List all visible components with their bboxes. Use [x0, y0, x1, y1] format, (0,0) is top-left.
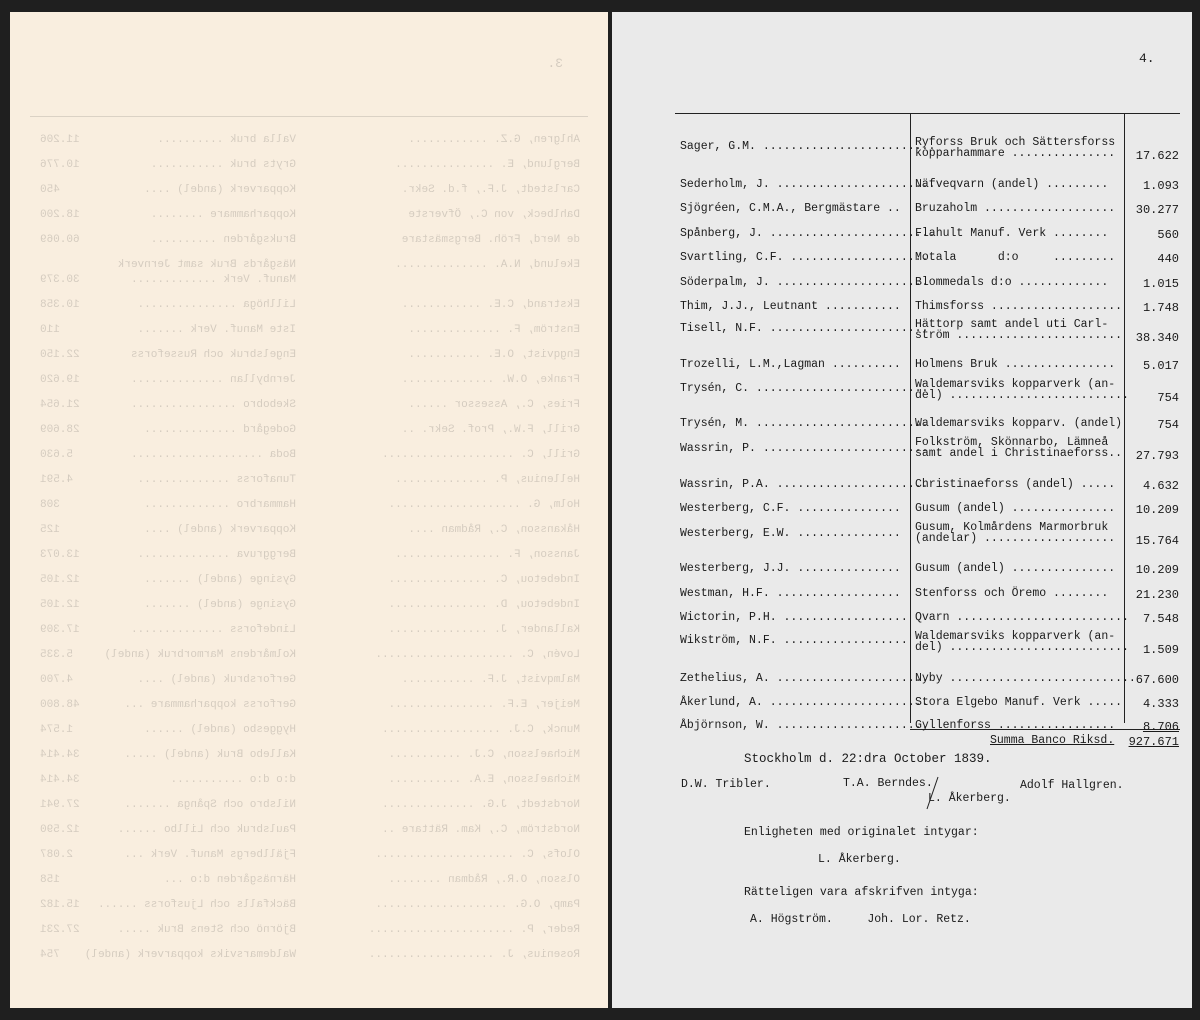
amount-value: 67.600	[1135, 673, 1179, 687]
amount-value: 27.793	[1135, 449, 1179, 463]
works-name: ström ........................	[915, 329, 1123, 342]
owner-name: Thim, J.J., Leutnant ...........	[680, 300, 901, 313]
ledger-table	[675, 113, 1180, 747]
works-name: Thimsforss ...................	[915, 300, 1123, 313]
works-name: Gusum (andel) ...............	[915, 562, 1116, 575]
owner-name: Sager, G.M. .........................	[680, 140, 936, 153]
works-name: Nyby ...........................	[915, 672, 1136, 685]
amount-value: 17.622	[1135, 149, 1179, 163]
works-name: Bruzaholm ...................	[915, 202, 1116, 215]
works-name: Waldemarsviks kopparverk (an-	[915, 630, 1116, 643]
left-page-bleed-through	[10, 12, 608, 1008]
amount-value: 4.632	[1142, 479, 1179, 493]
works-name: del) ..........................	[915, 389, 1129, 402]
attest-1-text: Enligheten med originalet intygar:	[744, 826, 979, 839]
amount-value: 1.509	[1142, 643, 1179, 657]
amount-value: 10.209	[1135, 503, 1179, 517]
place-date: Stockholm d. 22:dra October 1839.	[744, 752, 992, 766]
owner-name: Westman, H.F. ..................	[680, 587, 901, 600]
amount-value: 15.764	[1135, 534, 1179, 548]
amount-value: 560	[1157, 228, 1179, 242]
works-name: Folkström, Skönnarbo, Lämneå	[915, 436, 1109, 449]
signer-hallgren: Adolf Hallgren.	[1020, 779, 1124, 792]
works-name: Gusum (andel) ...............	[915, 502, 1116, 515]
table-top-rule	[675, 113, 1180, 114]
works-name: Gyllenforss .................	[915, 719, 1116, 732]
amount-value: 38.340	[1135, 331, 1179, 345]
works-name: Näfveqvarn (andel) .........	[915, 178, 1109, 191]
owner-name: Trozelli, L.M.,Lagman ..........	[680, 358, 901, 371]
owner-name: Sederholm, J. .......................	[680, 178, 936, 191]
owner-name: Sjögréen, C.M.A., Bergmästare ..	[680, 202, 901, 215]
amount-value: 7.548	[1142, 612, 1179, 626]
owner-name: Svartling, C.F. ....................	[680, 251, 929, 264]
amount-value: 1.093	[1142, 179, 1179, 193]
works-name: Holmens Bruk ................	[915, 358, 1116, 371]
owner-name: Tisell, N.F. .......................	[680, 322, 929, 335]
amount-value: 1.015	[1142, 277, 1179, 291]
amount-value: 21.230	[1135, 588, 1179, 602]
attest-1-signer: L. Åkerberg.	[818, 853, 901, 866]
works-name: samt andel i Christinaeforss..	[915, 447, 1123, 460]
owner-name: Wassrin, P. ........................	[680, 442, 929, 455]
amount-value: 4.333	[1142, 697, 1179, 711]
signature-slash	[924, 775, 940, 811]
works-name: Stenforss och Öremo ........	[915, 587, 1109, 600]
owner-name: Söderpalm, J. ......................	[680, 276, 929, 289]
amount-value: 10.209	[1135, 563, 1179, 577]
works-name: del) ..........................	[915, 641, 1129, 654]
works-name: Flahult Manuf. Verk ........	[915, 227, 1109, 240]
mirrored-reverse-text: 3. Ahlgren, G.Z. ............ Valla bruk .......... 11.206 Berglund, E. ............... Gryts bruk ........... 10.776 Carlstedt, J.F., f.d. Sekr. Kopparverk (andel) .... 450 Dahlbeck, von C., Öfverste Kopparhammare ........ 18.200 de Nerd, Fröh. Bergsmästare Bruksgården .......... 60.069 Ekelund, N.A. .............. Näsgårds Bruk samt Jernverk Manuf. Verk ............. 30.379 Ekstrand, C.E. ............ Lillhöga ............... 10.358 Enström, F. .............. Iste Manuf. Verk ....... 110 Engqvist, O.E. ........... Engelsbruk och Russeforss 22.150 Franke, O.W. .............. Jernbyllan .............. 19.620 Fries, C., Assessor ...... Skebobro ................ 21.654 Grill, F.W., Prof. Sekr. .. Godegård .............. 28.609 Grill, C. .................... Boda .................... 5.630 Hellenius, P. .............. Tunaforss .............. 4.591 Holm, G. .................... Hammarbro ............. 308 Håkansson, C., Rådman .... Kopparverk (andel) .... 125 Jansson, F. ................ Berggruva .............. 13.073 Indebetou, C. ............... Gysinge (andel) ....... 12.105 Indebetou, D. ............... Gysinge (andel) ....... 12.105 Kallander, J. ............... Lindeforss .............. 17.309 Lovén, C. ..................... Kolmårdens Marmorbruk (andel) 5.335 Malmqvist, J.F. ........... Gerforsbruk (andel) .... 4.700 Meijer, E.F. ................ Gerforss kopparhammare ... 48.800 Munck, C.J. .................. Hyggesbo (andel) ...... 1.574 Michaelsson, C.J. ........... Kallebo Bruk (andel) ..... 34.414 Michaelsson, E.A. ........... d:o d:o ........... 34.414 Nordstedt, J.G. .............. Nilsbro och Spånga ....... 27.941 Nordström, C., Kam. Rättare .. Paulsbruk och Lillbo ...... 12.590 Olofs, C. ..................... Fjällbergs Manuf. Verk ... 2.087 Olsson, O.R., Rådman ........ Härnäsgården d:o ... 158 Pamp, O.G. .................... Bäckfalls och Ljusforss ...... 15.182 Reder, P. ...................... Björnö och Stens Bruk ..... 27.231 Rosenius, J. ................... Waldemarsviks kopparverk (andel) 754	[10, 12, 608, 1008]
works-name: Motala d:o .........	[915, 251, 1116, 264]
amount-value: 754	[1157, 391, 1179, 405]
works-name: Gusum, Kolmårdens Marmorbruk	[915, 521, 1109, 534]
works-name: Waldemarsviks kopparv. (andel)	[915, 417, 1123, 430]
owner-name: Wikström, N.F. ..................	[680, 634, 908, 647]
total-label: Summa Banco Riksd.	[990, 734, 1115, 747]
works-name: Christinaeforss (andel) .....	[915, 478, 1116, 491]
owner-name: Zethelius, A. ......................	[680, 672, 929, 685]
works-name: Blommedals d:o .............	[915, 276, 1109, 289]
owner-name: Westerberg, C.F. ...............	[680, 502, 901, 515]
owner-name: Westerberg, E.W. ...............	[680, 527, 901, 540]
works-name: (andelar) ...................	[915, 532, 1116, 545]
attest-2-signers: A. Högström. Joh. Lor. Retz.	[750, 913, 971, 926]
amount-value: 8.706	[1142, 720, 1179, 734]
amount-value: 1.748	[1142, 301, 1179, 315]
works-name: Stora Elgebo Manuf. Verk .....	[915, 696, 1123, 709]
owner-name: Spånberg, J. ........................	[680, 227, 936, 240]
works-name: Qvarn .........................	[915, 611, 1129, 624]
amount-value: 5.017	[1142, 359, 1179, 373]
works-name: Hättorp samt andel uti Carl-	[915, 318, 1109, 331]
right-page	[612, 12, 1192, 1008]
attest-2-text: Rätteligen vara afskrifven intyga:	[744, 886, 979, 899]
page-number: 4.	[1139, 51, 1155, 66]
amount-value: 30.277	[1135, 203, 1179, 217]
works-name: Ryforss Bruk och Sättersforss	[915, 136, 1116, 149]
signer-berndes: T.A. Berndes.	[843, 777, 933, 790]
amount-value: 754	[1157, 418, 1179, 432]
owner-name: Wassrin, P.A. ......................	[680, 478, 929, 491]
owner-name: Westerberg, J.J. ...............	[680, 562, 901, 575]
works-name: Waldemarsviks kopparverk (an-	[915, 378, 1116, 391]
total-amount: 927.671	[1128, 735, 1179, 749]
owner-name: Trysén, C. .........................	[680, 382, 929, 395]
amount-value: 440	[1157, 252, 1179, 266]
works-name: kopparhammare ...............	[915, 147, 1116, 160]
signer-tribler: D.W. Tribler.	[681, 778, 771, 791]
owner-name: Trysén, M. .........................	[680, 417, 929, 430]
owner-name: Åkerlund, A. .......................	[680, 696, 929, 709]
owner-name: Wictorin, P.H. ..................	[680, 611, 908, 624]
owner-name: Åbjörnson, W. ......................	[680, 719, 929, 732]
signer-akerberg: L. Åkerberg.	[928, 792, 1011, 805]
